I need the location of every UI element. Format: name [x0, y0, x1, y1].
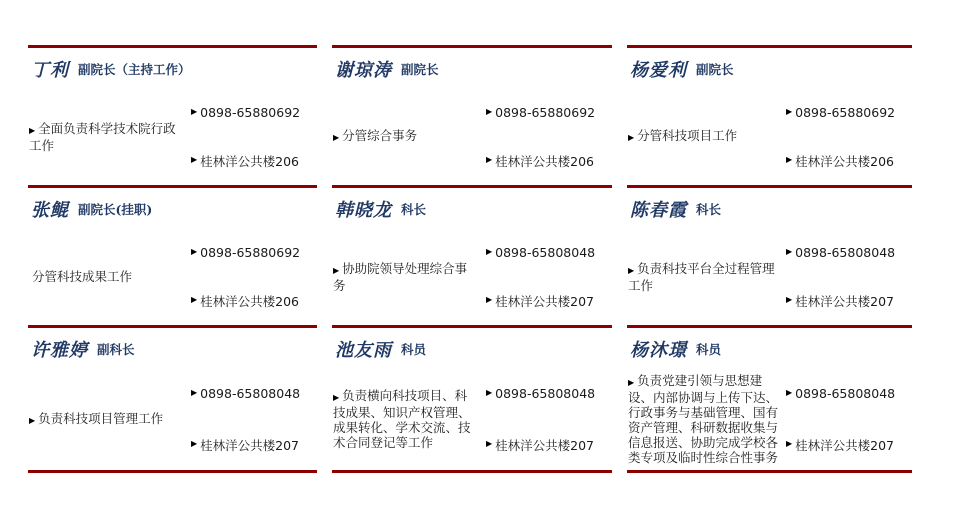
card-body [28, 228, 317, 325]
duty-text: 全面负责科学技术院行政工作 [29, 120, 176, 153]
location-row [486, 419, 612, 470]
staff-name: 谢琼涛 [335, 60, 392, 81]
contact-cell [486, 228, 612, 325]
triangle-bullet-icon: ▶ [486, 246, 493, 256]
location-row [786, 137, 912, 186]
phone-value: 0898-65808048 [495, 244, 596, 260]
staff-name: 许雅婷 [31, 340, 88, 361]
phone-value: 0898-65808048 [795, 386, 896, 401]
triangle-bullet-icon: ▶ [486, 155, 493, 165]
triangle-bullet-icon: ▶ [333, 133, 340, 142]
contact-cell [486, 88, 612, 185]
staff-card [627, 45, 912, 185]
triangle-bullet-icon: ▶ [191, 439, 198, 448]
triangle-bullet-icon: ▶ [486, 388, 493, 397]
duty-cell [627, 228, 778, 325]
triangle-bullet-icon: ▶ [786, 388, 793, 397]
triangle-bullet-icon: ▶ [191, 295, 198, 305]
triangle-bullet-icon: ▶ [29, 415, 36, 425]
duty-text: 负责科技平台全过程管理工作 [628, 260, 775, 293]
contact-cell [191, 368, 317, 470]
card-header [28, 328, 317, 368]
staff-title: 科员 [401, 342, 427, 357]
card-header [627, 328, 912, 368]
duty-cell [332, 228, 478, 325]
staff-title: 副院长(挂职) [78, 202, 153, 217]
card-body [28, 88, 317, 185]
contact-cell [786, 88, 912, 185]
staff-card [332, 185, 612, 325]
staff-card [627, 185, 912, 325]
phone-row [786, 368, 912, 419]
contact-cell [786, 228, 912, 325]
staff-name: 池友雨 [335, 340, 392, 361]
card-body [627, 368, 912, 470]
card-header [627, 188, 912, 228]
staff-name: 韩晓龙 [335, 200, 392, 221]
card-body [332, 88, 612, 185]
phone-row [486, 88, 612, 137]
triangle-bullet-icon: ▶ [628, 265, 635, 275]
card-body [627, 228, 912, 325]
duty-text: 负责党建引领与思想建设、内部协调与上传下达、行政事务与基础管理、国有资产管理、科研数据收集与信息报送、协助完成学校各类专项及临时性综合性事务 [628, 373, 779, 465]
location-row [486, 277, 612, 326]
card-body [332, 368, 612, 470]
card-body [28, 368, 317, 470]
phone-row [191, 228, 317, 277]
location-value: 桂林洋公共楼206 [200, 293, 300, 309]
triangle-bullet-icon: ▶ [333, 265, 340, 275]
location-row [191, 137, 317, 186]
staff-title: 副院长（主持工作） [78, 62, 191, 77]
staff-card [28, 325, 317, 473]
duty-text: 负责横向科技项目、科技成果、知识产权管理、成果转化、学术交流、技术合同登记等工作 [333, 388, 471, 450]
staff-name: 杨沐璟 [630, 340, 687, 361]
phone-row [786, 228, 912, 277]
location-value: 桂林洋公共楼206 [795, 153, 895, 169]
duty-cell [332, 368, 478, 470]
contact-cell [191, 88, 317, 185]
card-body [627, 88, 912, 185]
staff-title: 副科长 [97, 342, 135, 357]
phone-row [786, 88, 912, 137]
staff-card [28, 185, 317, 325]
phone-value: 0898-65808048 [795, 244, 896, 260]
phone-value: 0898-65880692 [200, 104, 301, 120]
duty-cell [28, 368, 183, 470]
triangle-bullet-icon: ▶ [191, 155, 198, 165]
staff-title: 副院长 [401, 62, 439, 77]
card-header [627, 48, 912, 88]
contact-cell [191, 228, 317, 325]
duty-cell [28, 88, 183, 185]
triangle-bullet-icon: ▶ [486, 106, 493, 116]
staff-name: 陈春霞 [630, 200, 687, 221]
duty-cell [627, 88, 778, 185]
triangle-bullet-icon: ▶ [786, 295, 793, 305]
location-row [486, 137, 612, 186]
phone-row [486, 368, 612, 419]
contact-cell [786, 368, 912, 470]
phone-value: 0898-65808048 [200, 386, 301, 401]
phone-row [486, 228, 612, 277]
staff-title: 副院长 [696, 62, 734, 77]
duty-cell [627, 368, 778, 470]
card-header [332, 188, 612, 228]
duty-text: 协助院领导处理综合事务 [333, 260, 468, 293]
triangle-bullet-icon: ▶ [486, 439, 493, 448]
contact-cell [486, 368, 612, 470]
triangle-bullet-icon: ▶ [786, 155, 793, 165]
staff-name: 丁利 [31, 60, 69, 81]
triangle-bullet-icon: ▶ [786, 246, 793, 256]
duty-text: 分管综合事务 [342, 128, 418, 143]
duty-cell [28, 228, 183, 325]
staff-card [627, 325, 912, 473]
phone-value: 0898-65880692 [795, 104, 896, 120]
staff-directory-grid [28, 45, 912, 473]
location-row [191, 419, 317, 470]
triangle-bullet-icon: ▶ [191, 106, 198, 116]
location-row [191, 277, 317, 326]
duty-text: 分管科技项目工作 [637, 128, 738, 143]
location-value: 桂林洋公共楼206 [200, 153, 300, 169]
staff-card [332, 45, 612, 185]
location-row [786, 419, 912, 470]
duty-text: 负责科技项目管理工作 [38, 410, 164, 426]
card-header [28, 188, 317, 228]
triangle-bullet-icon: ▶ [191, 388, 198, 397]
staff-card [28, 45, 317, 185]
card-header [332, 48, 612, 88]
phone-row [191, 368, 317, 419]
location-value: 桂林洋公共楼207 [795, 293, 895, 309]
triangle-bullet-icon: ▶ [628, 133, 635, 142]
location-value: 桂林洋公共楼207 [795, 437, 895, 453]
staff-name: 杨爱利 [630, 60, 687, 81]
duty-cell [332, 88, 478, 185]
staff-title: 科员 [696, 342, 722, 357]
triangle-bullet-icon: ▶ [786, 106, 793, 116]
triangle-bullet-icon: ▶ [486, 295, 493, 305]
staff-title: 科长 [401, 202, 427, 217]
staff-title: 科长 [696, 202, 722, 217]
card-header [28, 48, 317, 88]
phone-value: 0898-65880692 [495, 104, 596, 120]
phone-row [191, 88, 317, 137]
location-row [786, 277, 912, 326]
triangle-bullet-icon: ▶ [786, 439, 793, 448]
location-value: 桂林洋公共楼207 [200, 437, 300, 453]
duty-text: 分管科技成果工作 [32, 269, 133, 284]
card-header [332, 328, 612, 368]
phone-value: 0898-65808048 [495, 386, 596, 401]
triangle-bullet-icon: ▶ [628, 378, 635, 387]
location-value: 桂林洋公共楼207 [495, 293, 595, 309]
triangle-bullet-icon: ▶ [191, 246, 198, 256]
triangle-bullet-icon: ▶ [333, 393, 340, 402]
location-value: 桂林洋公共楼207 [495, 437, 595, 453]
staff-card [332, 325, 612, 473]
staff-name: 张鲲 [31, 200, 69, 221]
location-value: 桂林洋公共楼206 [495, 153, 595, 169]
card-body [332, 228, 612, 325]
triangle-bullet-icon: ▶ [29, 125, 36, 135]
phone-value: 0898-65880692 [200, 244, 301, 260]
